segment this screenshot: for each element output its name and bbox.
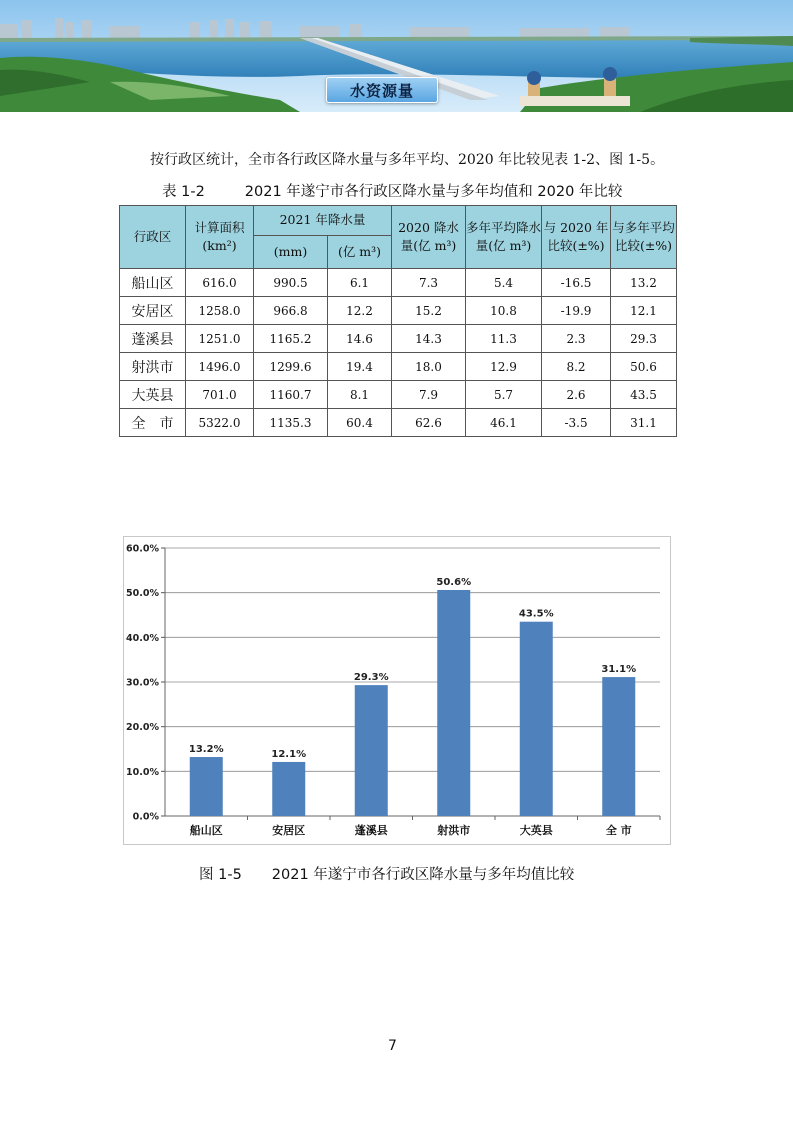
y-tick-label: 10.0% — [126, 766, 159, 778]
cell-vs-avg: 12.1 — [611, 297, 677, 325]
cell-vs-2020: -3.5 — [542, 409, 611, 437]
cell-region: 蓬溪县 — [120, 325, 186, 353]
cell-vs-avg: 13.2 — [611, 269, 677, 297]
cell-precip-2020: 7.3 — [392, 269, 466, 297]
table-row — [120, 297, 677, 325]
cell-vs-2020: -19.9 — [542, 297, 611, 325]
table-row — [120, 381, 677, 409]
cell-precip-volume: 19.4 — [328, 353, 392, 381]
cell-region: 安居区 — [120, 297, 186, 325]
cell-multi-year-avg: 46.1 — [466, 409, 542, 437]
y-tick-label: 20.0% — [126, 722, 159, 734]
cell-vs-2020: 2.3 — [542, 325, 611, 353]
header-vs-2020: 与 2020 年比较(±%) — [542, 206, 611, 269]
cell-vs-avg: 43.5 — [611, 381, 677, 409]
bar-value-label: 29.3% — [353, 672, 389, 684]
cell-area: 1251.0 — [186, 325, 254, 353]
bar — [190, 757, 223, 816]
y-tick-label: 40.0% — [126, 632, 159, 644]
bar — [355, 685, 388, 816]
bar — [520, 622, 553, 816]
header-vs-avg: 与多年平均比较(±%) — [611, 206, 677, 269]
x-tick-label: 船山区 — [189, 824, 223, 837]
cell-multi-year-avg: 11.3 — [466, 325, 542, 353]
cell-precip-mm: 990.5 — [254, 269, 328, 297]
cell-multi-year-avg: 10.8 — [466, 297, 542, 325]
bar-value-label: 12.1% — [271, 748, 307, 760]
table-row — [120, 353, 677, 381]
cell-vs-avg: 29.3 — [611, 325, 677, 353]
cell-region: 全 市 — [120, 409, 186, 437]
y-tick-label: 0.0% — [132, 811, 159, 823]
cell-precip-2020: 7.9 — [392, 381, 466, 409]
table-caption — [162, 180, 622, 201]
cell-area: 616.0 — [186, 269, 254, 297]
cell-area: 1258.0 — [186, 297, 254, 325]
bar-value-label: 13.2% — [188, 744, 224, 756]
cell-precip-2020: 62.6 — [392, 409, 466, 437]
x-tick-label: 安居区 — [272, 824, 306, 837]
header-multi-year-avg: 多年平均降水量(亿 m³) — [466, 206, 542, 269]
cell-region: 大英县 — [120, 381, 186, 409]
bar-value-label: 50.6% — [436, 576, 472, 588]
table-row — [120, 269, 677, 297]
section-title-badge: 水资源量 — [326, 77, 438, 103]
table-caption-title: 2021 年遂宁市各行政区降水量与多年均值和 2020 年比较 — [244, 184, 623, 200]
bar-value-label: 31.1% — [601, 664, 637, 676]
cell-vs-2020: 8.2 — [542, 353, 611, 381]
cell-vs-avg: 50.6 — [611, 353, 677, 381]
cell-area: 701.0 — [186, 381, 254, 409]
cell-multi-year-avg: 5.4 — [466, 269, 542, 297]
bar — [272, 762, 305, 816]
cell-precip-2020: 18.0 — [392, 353, 466, 381]
cell-precip-mm: 1160.7 — [254, 381, 328, 409]
cell-precip-2020: 15.2 — [392, 297, 466, 325]
table-caption-number: 表 1-2 — [162, 184, 205, 200]
cell-precip-mm: 1299.6 — [254, 353, 328, 381]
header-precip-2021-volume: (亿 m³) — [328, 236, 392, 269]
figure-caption — [199, 863, 574, 884]
intro-paragraph: 按行政区统计，全市各行政区降水量与多年平均、2020 年比较见表 1-2、图 1-5。 — [150, 152, 665, 168]
header-precip-2021-mm: (mm) — [254, 236, 328, 269]
cell-precip-volume: 8.1 — [328, 381, 392, 409]
cell-vs-avg: 31.1 — [611, 409, 677, 437]
bar-value-label: 43.5% — [518, 608, 554, 620]
page-number: 7 — [388, 1038, 397, 1054]
header-area: 计算面积(km²) — [186, 206, 254, 269]
cell-area: 1496.0 — [186, 353, 254, 381]
cell-vs-2020: -16.5 — [542, 269, 611, 297]
figure-caption-number: 图 1-5 — [199, 867, 242, 883]
cell-multi-year-avg: 12.9 — [466, 353, 542, 381]
cell-precip-mm: 1165.2 — [254, 325, 328, 353]
cell-precip-mm: 1135.3 — [254, 409, 328, 437]
x-tick-label: 蓬溪县 — [354, 824, 388, 837]
precipitation-table — [119, 205, 677, 437]
cell-precip-2020: 14.3 — [392, 325, 466, 353]
cell-multi-year-avg: 5.7 — [466, 381, 542, 409]
header-precip-2020: 2020 降水量(亿 m³) — [392, 206, 466, 269]
header-precip-2021: 2021 年降水量 — [254, 206, 392, 236]
bar — [437, 590, 470, 816]
cell-region: 射洪市 — [120, 353, 186, 381]
x-tick-label: 全 市 — [605, 824, 632, 837]
x-tick-label: 射洪市 — [437, 824, 471, 837]
cell-area: 5322.0 — [186, 409, 254, 437]
cell-precip-volume: 12.2 — [328, 297, 392, 325]
bar-chart-frame — [123, 536, 671, 845]
cell-precip-volume: 14.6 — [328, 325, 392, 353]
table-row — [120, 409, 677, 437]
cell-vs-2020: 2.6 — [542, 381, 611, 409]
y-tick-label: 50.0% — [126, 588, 159, 600]
cell-region: 船山区 — [120, 269, 186, 297]
cell-precip-volume: 60.4 — [328, 409, 392, 437]
header-banner — [0, 0, 793, 112]
y-tick-label: 60.0% — [126, 543, 159, 555]
y-tick-label: 30.0% — [126, 677, 159, 689]
table-row — [120, 325, 677, 353]
cell-precip-volume: 6.1 — [328, 269, 392, 297]
figure-caption-title: 2021 年遂宁市各行政区降水量与多年均值比较 — [271, 867, 575, 883]
bar-chart — [124, 537, 670, 844]
cell-precip-mm: 966.8 — [254, 297, 328, 325]
header-region: 行政区 — [120, 206, 186, 269]
x-tick-label: 大英县 — [519, 824, 553, 837]
bar — [602, 677, 635, 816]
